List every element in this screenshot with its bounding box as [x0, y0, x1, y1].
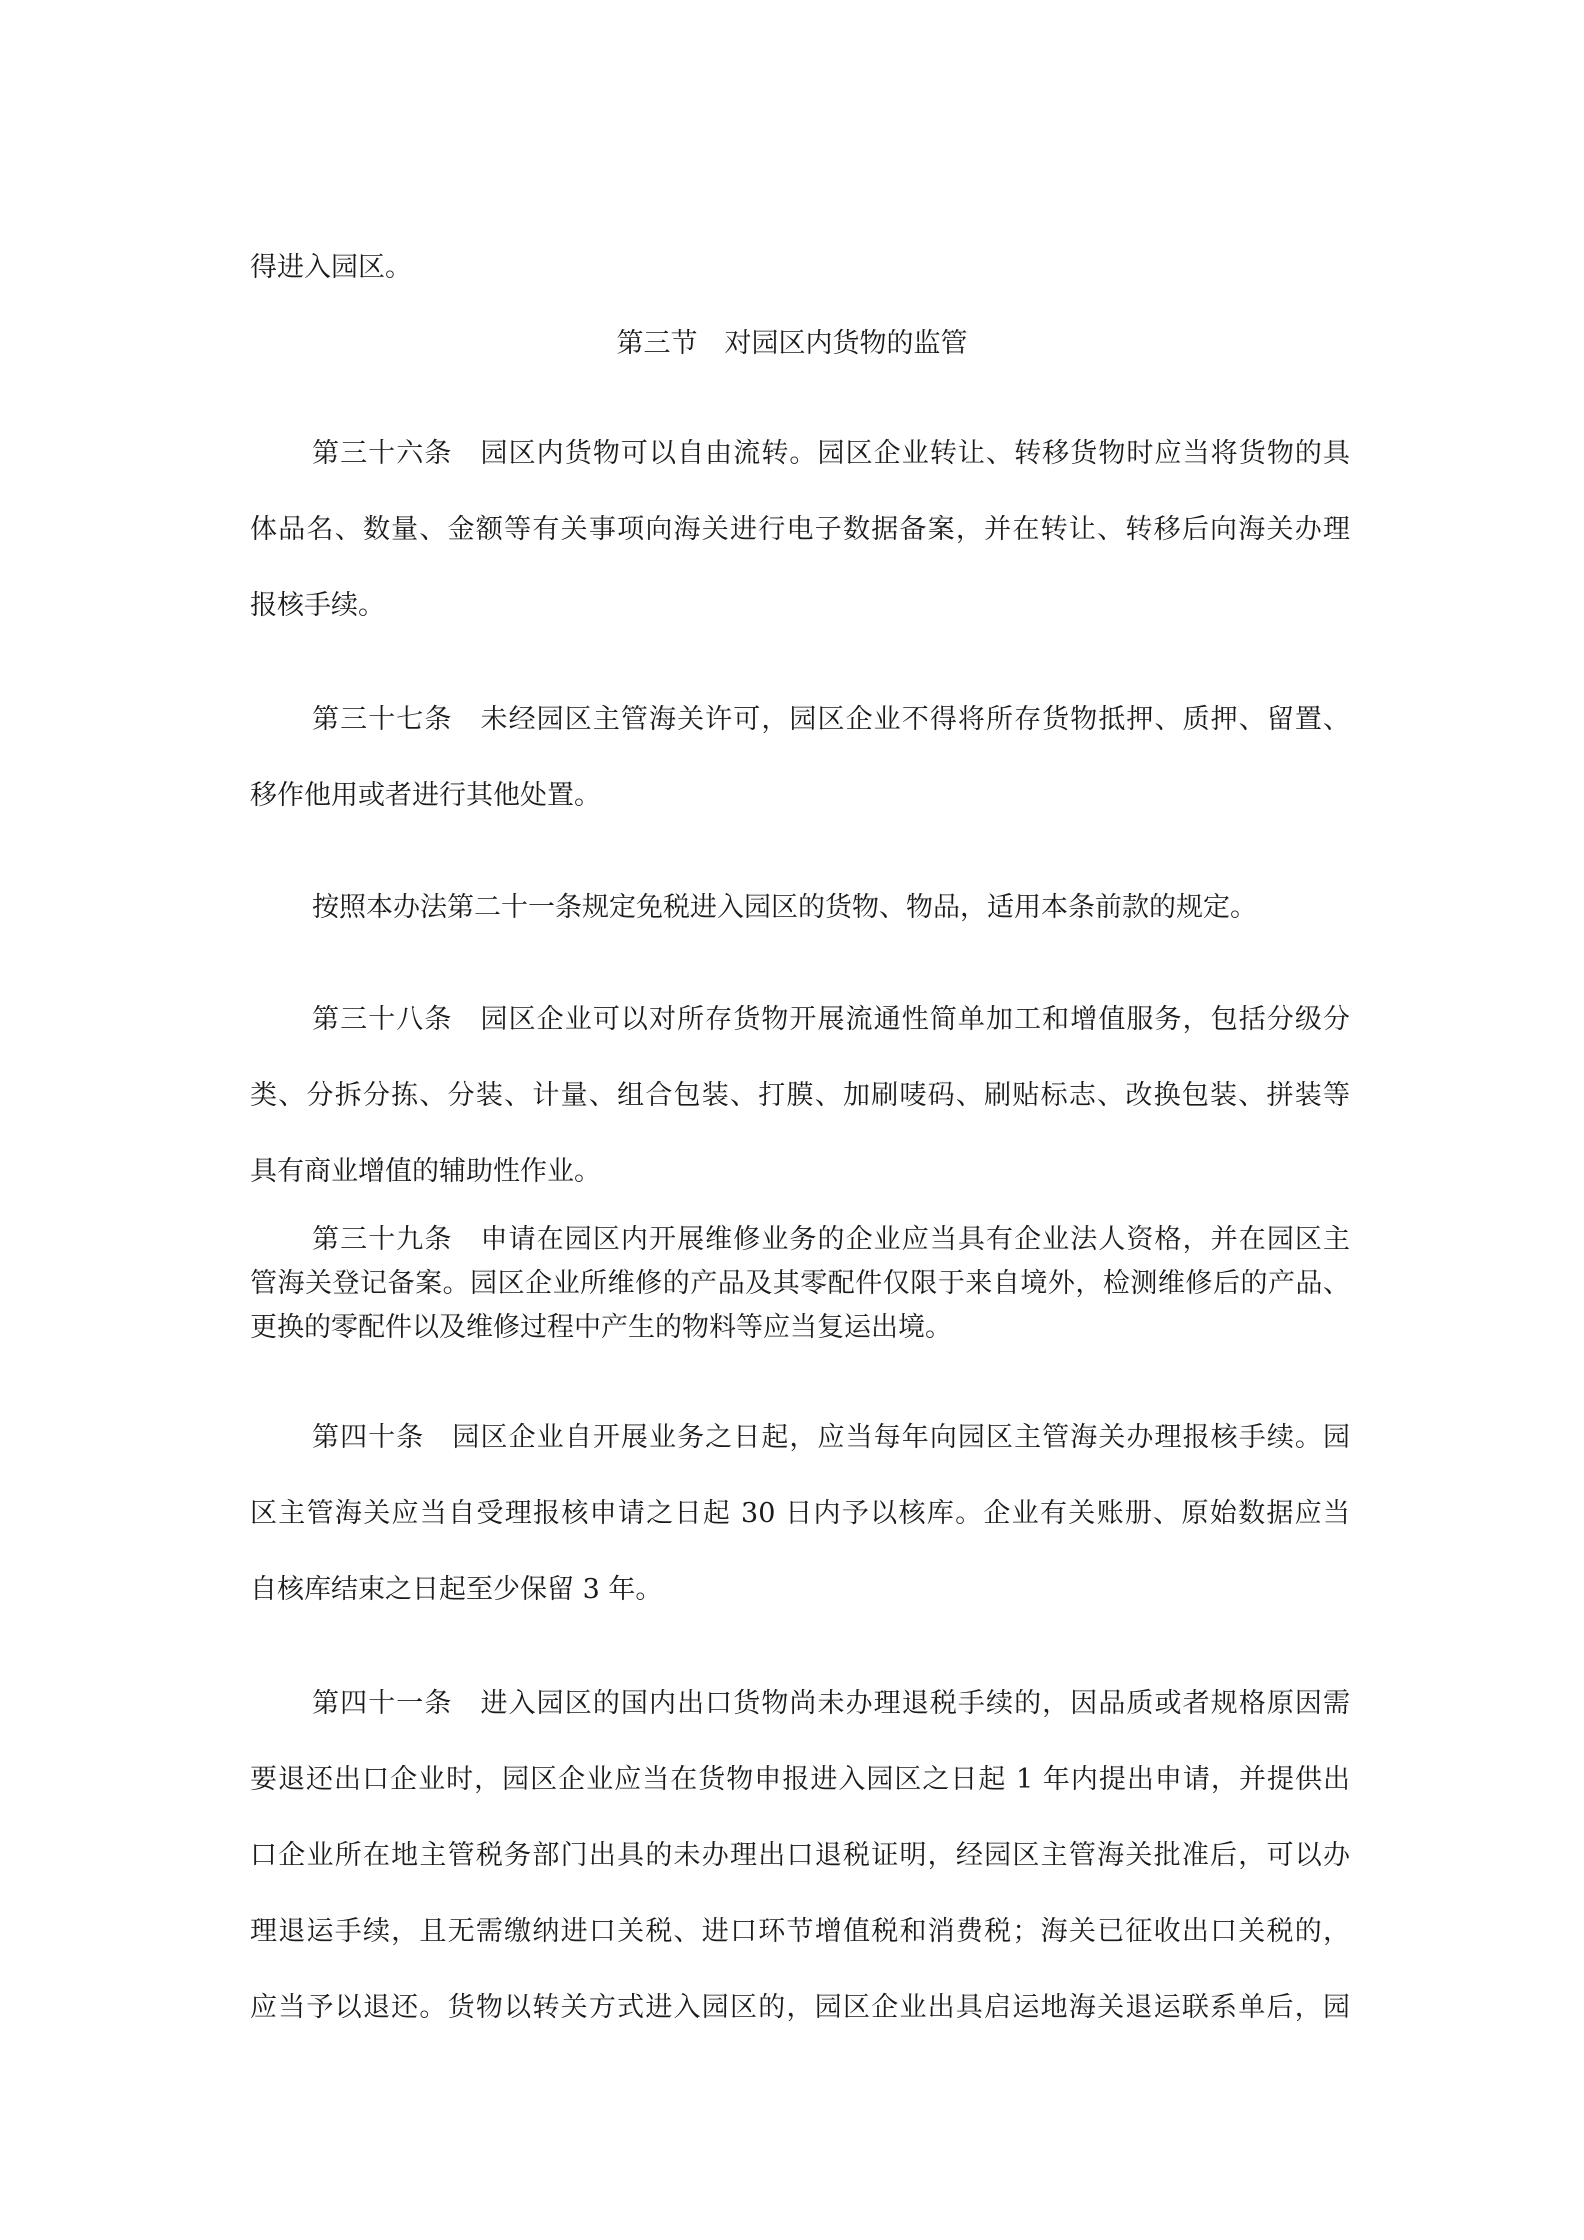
article-41-line-1: 第四十一条 进入园区的国内出口货物尚未办理退税手续的，因品质或者规格原因需: [312, 1688, 1350, 1719]
article-36-line-2: 体品名、数量、金额等有关事项向海关进行电子数据备案，并在转让、转移后向海关办理: [250, 514, 1350, 545]
article-38-line-2: 类、分拆分拣、分装、计量、组合包装、打膜、加刷唛码、刷贴标志、改换包装、拼装等: [250, 1080, 1350, 1111]
article-38-line-1: 第三十八条 园区企业可以对所存货物开展流通性简单加工和增值服务，包括分级分: [312, 1004, 1350, 1035]
article-37-line-1: 第三十七条 未经园区主管海关许可，园区企业不得将所存货物抵押、质押、留置、: [312, 704, 1350, 735]
article-39-line-2: 管海关登记备案。园区企业所维修的产品及其零配件仅限于来自境外，检测维修后的产品、: [250, 1268, 1350, 1299]
article-41-line-5: 应当予以退还。货物以转关方式进入园区的，园区企业出具启运地海关退运联系单后，园: [250, 1992, 1350, 2023]
article-37-line-2: 移作他用或者进行其他处置。: [250, 780, 601, 811]
article-41-line-4: 理退运手续，且无需缴纳进口关税、进口环节增值税和消费税；海关已征收出口关税的，: [250, 1916, 1350, 1947]
article-39-line-3: 更换的零配件以及维修过程中产生的物料等应当复运出境。: [250, 1312, 952, 1343]
article-38-line-3: 具有商业增值的辅助性作业。: [250, 1156, 601, 1187]
article-39-line-1: 第三十九条 申请在园区内开展维修业务的企业应当具有企业法人资格，并在园区主: [312, 1224, 1350, 1255]
article-40-line-3: 自核库结束之日起至少保留 3 年。: [250, 1574, 663, 1605]
article-37-paragraph-2: 按照本办法第二十一条规定免税进入园区的货物、物品，适用本条前款的规定。: [312, 892, 1257, 923]
article-36-line-3: 报核手续。: [250, 590, 385, 621]
article-36-line-1: 第三十六条 园区内货物可以自由流转。园区企业转让、转移货物时应当将货物的具: [312, 438, 1350, 469]
text-line-fragment: 得进入园区。: [250, 252, 412, 283]
article-41-line-3: 口企业所在地主管税务部门出具的未办理出口退税证明，经园区主管海关批准后，可以办: [250, 1840, 1350, 1871]
article-40-line-2: 区主管海关应当自受理报核申请之日起 30 日内予以核库。企业有关账册、原始数据应当: [250, 1498, 1350, 1529]
article-41-line-2: 要退还出口企业时，园区企业应当在货物申报进入园区之日起 1 年内提出申请，并提供出: [250, 1764, 1350, 1795]
section-heading: 第三节 对园区内货物的监管: [616, 328, 968, 359]
article-40-line-1: 第四十条 园区企业自开展业务之日起，应当每年向园区主管海关办理报核手续。园: [312, 1422, 1350, 1453]
